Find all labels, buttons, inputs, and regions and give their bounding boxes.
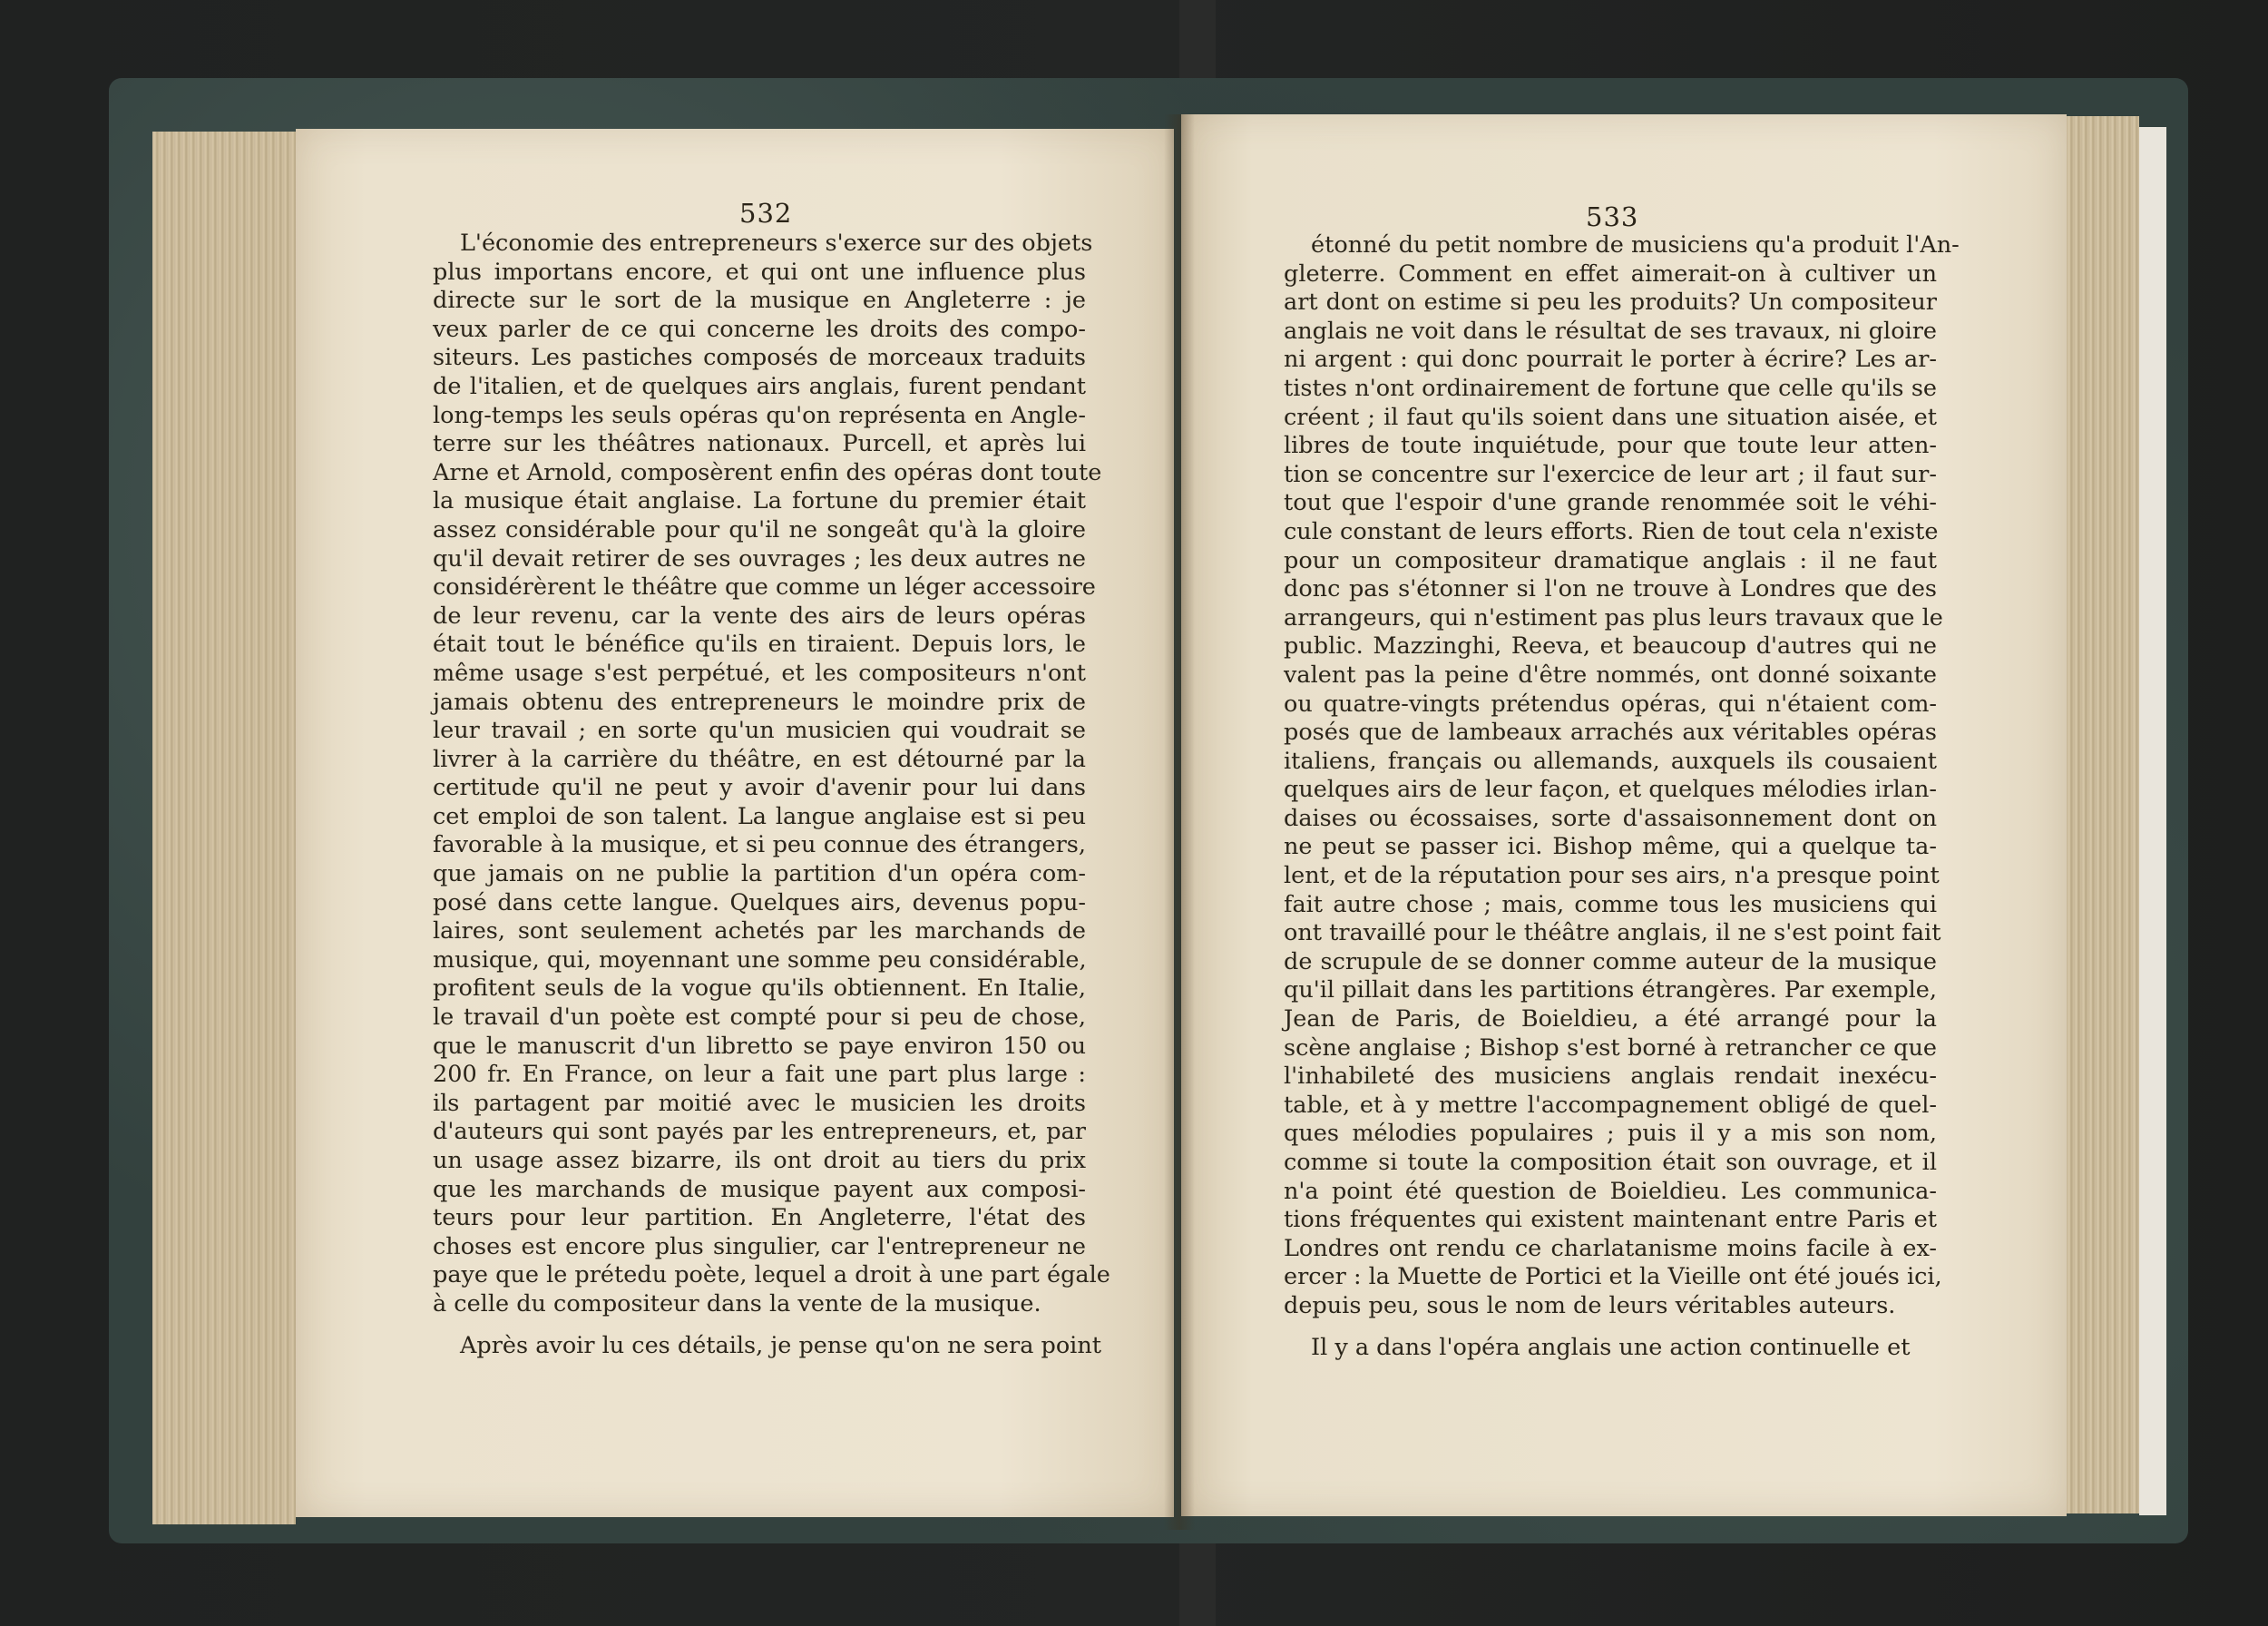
text-line: pour un compositeur dramatique anglais : il ne faut: [1284, 546, 1937, 574]
text-line: posé dans cette langue. Quelques airs, devenus popu-: [433, 888, 1086, 916]
page-edges-left: [152, 132, 296, 1524]
text-line: favorable à la musique, et si peu connue des étrangers,: [433, 831, 1086, 859]
text-line: directe sur le sort de la musique en Angleterre : je: [433, 287, 1086, 315]
cover-flap-right: [2139, 127, 2166, 1515]
text-line: ni argent : qui donc pourrait le porter à écrire? Les ar-: [1284, 346, 1937, 374]
text-line: scène anglaise ; Bishop s'est borné à retrancher ce que: [1284, 1033, 1937, 1062]
text-line: quelques airs de leur façon, et quelques mélodies irlan-: [1284, 776, 1937, 804]
text-line: cule constant de leurs efforts. Rien de tout cela n'existe: [1284, 517, 1939, 545]
text-line: ou quatre-vingts prétendus opéras, qui n'étaient com-: [1284, 690, 1937, 718]
text-line: 200 fr. En France, on leur a fait une part plus large :: [433, 1061, 1086, 1089]
text-line: un usage assez bizarre, ils ont droit au tiers du prix: [433, 1147, 1086, 1174]
text-line: italiens, français ou allemands, auxquels ils cousaient: [1284, 747, 1937, 775]
text-line: valent pas la peine d'être nommés, ont donné soixante: [1284, 661, 1937, 689]
text-line: musique, qui, moyennant une somme peu considérable,: [433, 945, 1087, 974]
text-line: Arne et Arnold, composèrent enfin des opéras dont toute: [433, 458, 1102, 486]
right-page-text: [1284, 231, 1960, 1362]
text-line: d'auteurs qui sont payés par les entrepreneurs, et, par: [433, 1118, 1086, 1146]
text-line: de leur revenu, car la vente des airs de leurs opéras: [433, 602, 1086, 630]
text-line: Jean de Paris, de Boieldieu, a été arrangé pour la: [1284, 1005, 1937, 1033]
text-line: leur travail ; en sorte qu'un musicien qui voudrait se: [433, 717, 1086, 745]
text-line: comme si toute la composition était son ouvrage, et il: [1284, 1149, 1937, 1176]
text-line: la musique était anglaise. La fortune du premier était: [433, 487, 1086, 515]
text-line: considérèrent le théâtre que comme un léger accessoire: [433, 573, 1096, 602]
text-line: que le manuscrit d'un libretto se paye environ 150 ou: [433, 1032, 1086, 1060]
text-line: étonné du petit nombre de musiciens qu'a produit l'An-: [1311, 231, 1960, 259]
page-edges-right: [2067, 116, 2139, 1513]
left-page-text: [433, 230, 1110, 1360]
text-line: art dont on estime si peu les produits? Un compositeur: [1284, 289, 1937, 317]
text-line: laires, sont seulement achetés par les marchands de: [433, 917, 1086, 945]
text-line: fait autre chose ; mais, comme tous les musiciens qui: [1284, 890, 1937, 918]
left-page-number: 532: [739, 198, 793, 229]
text-line: terre sur les théâtres nationaux. Purcell, et après lui: [433, 430, 1086, 458]
book-gutter: [1164, 114, 1195, 1530]
text-line: daises ou écossaises, sorte d'assaisonnement dont on: [1284, 804, 1937, 832]
text-line: créent ; il faut qu'ils soient dans une situation aisée, et: [1284, 403, 1937, 431]
text-line: ques mélodies populaires ; puis il y a mis son nom,: [1284, 1120, 1937, 1148]
text-line: le travail d'un poète est compté pour si peu de chose,: [433, 1004, 1086, 1032]
text-line: à celle du compositeur dans la vente de la musique.: [433, 1289, 1041, 1317]
text-line: de l'italien, et de quelques airs anglais, furent pendant: [433, 372, 1086, 400]
text-line: livrer à la carrière du théâtre, en est détourné par la: [433, 745, 1086, 773]
text-line: Londres ont rendu ce charlatanisme moins facile à ex-: [1284, 1234, 1937, 1262]
text-line: lent, et de la réputation pour ses airs, n'a presque point: [1284, 862, 1940, 890]
text-line: gleterre. Comment en effet aimerait-on à cultiver un: [1284, 260, 1937, 288]
paragraph-gap: [433, 1319, 1086, 1332]
text-line: donc pas s'étonner si l'on ne trouve à Londres que des: [1284, 575, 1937, 603]
text-line: Il y a dans l'opéra anglais une action continuelle et: [1311, 1333, 1911, 1361]
text-line: profitent seuls de la vogue qu'ils obtiennent. En Italie,: [433, 975, 1086, 1003]
text-line: posés que de lambeaux arrachés aux véritables opéras: [1284, 719, 1937, 747]
text-line: teurs pour leur partition. En Angleterre, l'état des: [433, 1204, 1086, 1232]
text-line: cet emploi de son talent. La langue anglaise est si peu: [433, 802, 1086, 830]
paragraph: [1284, 1334, 1937, 1363]
text-line: veux parler de ce qui concerne les droits des compo-: [433, 315, 1086, 343]
text-line: jamais obtenu des entrepreneurs le moindre prix de: [433, 688, 1086, 716]
text-line: était tout le bénéfice qu'ils en tiraient. Depuis lors, le: [433, 631, 1086, 659]
text-line: ercer : la Muette de Portici et la Vieille ont été joués ici,: [1284, 1263, 1942, 1291]
text-line: tout que l'espoir d'une grande renommée soit le véhi-: [1284, 489, 1937, 517]
text-line: tistes n'ont ordinairement de fortune que celle qu'ils se: [1284, 374, 1937, 402]
paragraph: [433, 230, 1110, 1319]
paragraph-gap: [1284, 1321, 1937, 1334]
text-line: l'inhabileté des musiciens anglais rendait inexécu-: [1284, 1063, 1937, 1091]
text-line: table, et à y mettre l'accompagnement obligé de quel-: [1284, 1091, 1937, 1119]
right-page-number: 533: [1586, 201, 1639, 232]
text-line: qu'il devait retirer de ses ouvrages ; les deux autres ne: [433, 544, 1086, 573]
text-line: ils partagent par moitié avec le musicien les droits: [433, 1089, 1086, 1117]
text-line: public. Mazzinghi, Reeva, et beaucoup d'autres qui ne: [1284, 632, 1937, 661]
text-line: libres de toute inquiétude, pour que toute leur atten-: [1284, 432, 1937, 460]
text-line: plus importans encore, et qui ont une influence plus: [433, 258, 1086, 286]
text-line: assez considérable pour qu'il ne songeât qu'à la gloire: [433, 515, 1086, 544]
text-line: L'économie des entrepreneurs s'exerce sur des objets: [460, 230, 1093, 257]
paragraph: [1284, 231, 1960, 1321]
text-line: que les marchands de musique payent aux composi-: [433, 1175, 1086, 1203]
paragraph: [433, 1331, 1102, 1361]
text-line: certitude qu'il ne peut y avoir d'avenir pour lui dans: [433, 774, 1086, 802]
text-line: anglais ne voit dans le résultat de ses travaux, ni gloire: [1284, 317, 1937, 345]
text-line: ne peut se passer ici. Bishop même, qui a quelque ta-: [1284, 833, 1937, 861]
text-line: siteurs. Les pastiches composés de morceaux traduits: [433, 344, 1086, 372]
text-line: n'a point été question de Boieldieu. Les communica-: [1284, 1177, 1937, 1205]
text-line: qu'il pillait dans les partitions étrangères. Par exemple,: [1284, 976, 1937, 1004]
text-line: même usage s'est perpétué, et les compositeurs n'ont: [433, 659, 1086, 687]
text-line: depuis peu, sous le nom de leurs véritables auteurs.: [1284, 1291, 1896, 1319]
text-line: tions fréquentes qui existent maintenant entre Paris et: [1284, 1206, 1937, 1234]
text-line: ont travaillé pour le théâtre anglais, il ne s'est point fait: [1284, 919, 1941, 947]
text-line: paye que le prétedu poète, lequel a droit à une part égale: [433, 1261, 1110, 1289]
text-line: arrangeurs, qui n'estiment pas plus leurs travaux que le: [1284, 603, 1943, 632]
text-line: choses est encore plus singulier, car l'entrepreneur ne: [433, 1232, 1086, 1260]
text-line: tion se concentre sur l'exercice de leur art ; il faut sur-: [1284, 460, 1937, 488]
text-line: long-temps les seuls opéras qu'on représenta en Angle-: [433, 401, 1086, 429]
text-line: de scrupule de se donner comme auteur de la musique: [1284, 947, 1937, 975]
text-line: Après avoir lu ces détails, je pense qu'on ne sera point: [460, 1331, 1102, 1359]
text-line: que jamais on ne publie la partition d'un opéra com-: [433, 860, 1086, 888]
